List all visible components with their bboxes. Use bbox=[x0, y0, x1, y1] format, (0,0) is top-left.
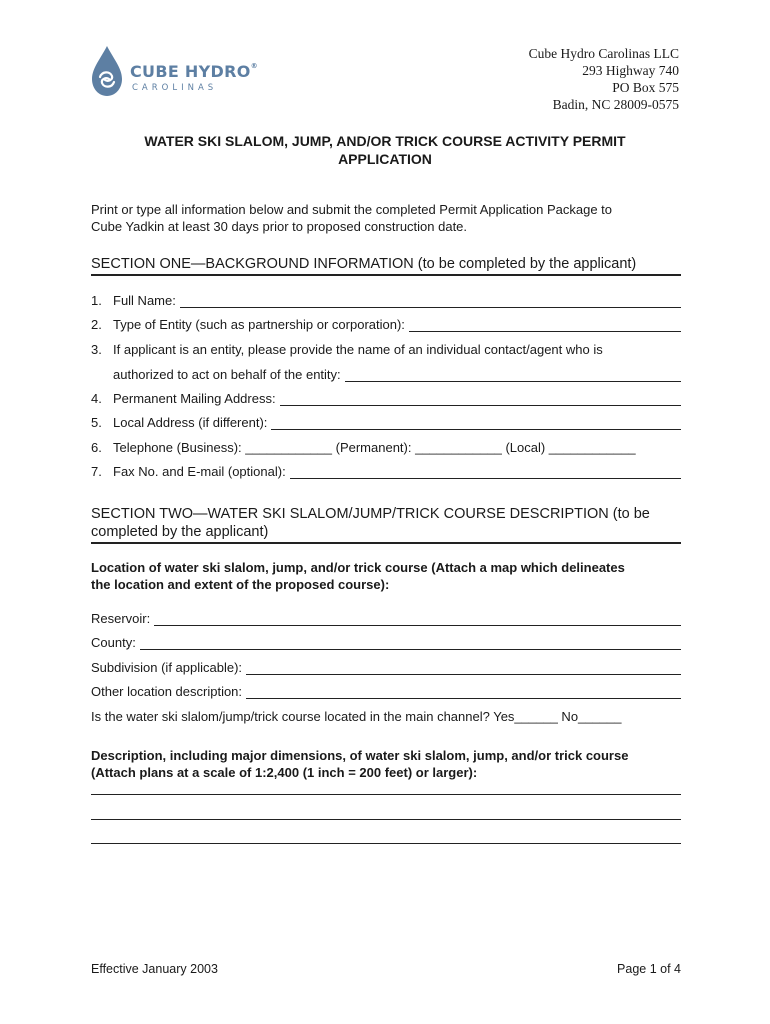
field-label: Full Name: bbox=[113, 293, 176, 308]
full-name-field[interactable] bbox=[91, 290, 681, 308]
instruction-line: (Attach plans at a scale of 1:2,400 (1 inch = 200 feet) or larger): bbox=[91, 765, 478, 780]
instruction-line: Location of water ski slalom, jump, and/or trick course (Attach a map which delineates bbox=[91, 560, 625, 575]
field-label: Reservoir: bbox=[91, 611, 151, 626]
intro-paragraph bbox=[91, 201, 691, 235]
item-number: 5. bbox=[91, 415, 102, 430]
instruction-line: the location and extent of the proposed course): bbox=[91, 577, 390, 592]
section-two-heading bbox=[91, 505, 681, 544]
mailing-address-field[interactable] bbox=[91, 388, 681, 406]
fax-email-field[interactable] bbox=[91, 461, 681, 479]
mailing-address-input-line[interactable] bbox=[280, 393, 681, 406]
item-number: 4. bbox=[91, 391, 102, 406]
document-title bbox=[90, 132, 680, 168]
entity-contact-input-line[interactable] bbox=[345, 369, 681, 382]
entity-type-field[interactable] bbox=[91, 314, 681, 332]
entity-contact-prompt bbox=[91, 339, 681, 357]
title-line: WATER SKI SLALOM, JUMP, AND/OR TRICK COURSE ACTIVITY PERMIT bbox=[144, 133, 626, 149]
full-name-input-line[interactable] bbox=[180, 295, 681, 308]
instruction-line: Description, including major dimensions, of water ski slalom, jump, and/or trick course bbox=[91, 748, 629, 763]
subdivision-input-line[interactable] bbox=[246, 662, 681, 675]
county-input-line[interactable] bbox=[140, 637, 681, 650]
fax-email-input-line[interactable] bbox=[290, 466, 681, 479]
field-label: Permanent Mailing Address: bbox=[113, 391, 276, 406]
logo-subtitle: CAROLINAS bbox=[132, 83, 218, 93]
logo-name: CUBE HYDRO® bbox=[130, 62, 258, 81]
page-number: Page 1 of 4 bbox=[617, 962, 681, 976]
local-address-field[interactable] bbox=[91, 412, 681, 430]
field-label: Fax No. and E-mail (optional): bbox=[113, 464, 286, 479]
item-number: 7. bbox=[91, 464, 102, 479]
entity-type-input-line[interactable] bbox=[409, 319, 681, 332]
description-input-line[interactable] bbox=[91, 794, 681, 795]
item-number: 2. bbox=[91, 317, 102, 332]
field-label: County: bbox=[91, 635, 136, 650]
reservoir-input-line[interactable] bbox=[154, 613, 681, 626]
company-address bbox=[529, 45, 679, 113]
other-location-field[interactable] bbox=[91, 681, 681, 699]
field-label: Subdivision (if applicable): bbox=[91, 660, 243, 675]
item-number: 3. bbox=[91, 342, 102, 357]
field-label: Other location description: bbox=[91, 684, 243, 699]
field-label: Local Address (if different): bbox=[113, 415, 268, 430]
local-address-input-line[interactable] bbox=[271, 417, 681, 430]
effective-date: Effective January 2003 bbox=[91, 962, 218, 976]
item-number: 1. bbox=[91, 293, 102, 308]
field-label[interactable]: Telephone (Business): ____________ (Permanent): ____________ (Local) ____________ bbox=[113, 440, 636, 455]
field-label[interactable]: Is the water ski slalom/jump/trick course located in the main channel? Yes______ No______ bbox=[91, 709, 622, 724]
intro-line: Print or type all information below and submit the completed Permit Application Package to bbox=[91, 202, 612, 217]
entity-contact-field[interactable] bbox=[91, 364, 681, 382]
location-instructions bbox=[91, 559, 691, 593]
section-one-heading: SECTION ONE—BACKGROUND INFORMATION (to be completed by the applicant) bbox=[91, 255, 681, 276]
address-line: Badin, NC 28009-0575 bbox=[552, 97, 679, 112]
title-line: APPLICATION bbox=[338, 151, 432, 167]
description-input-line[interactable] bbox=[91, 819, 681, 820]
field-label: Type of Entity (such as partnership or corporation): bbox=[113, 317, 405, 332]
description-instructions bbox=[91, 747, 691, 781]
other-location-input-line[interactable] bbox=[246, 686, 681, 699]
description-input-line[interactable] bbox=[91, 843, 681, 844]
heading-line: completed by the applicant) bbox=[91, 524, 269, 540]
water-drop-icon bbox=[90, 44, 124, 98]
reservoir-field[interactable] bbox=[91, 608, 681, 626]
county-field[interactable] bbox=[91, 632, 681, 650]
intro-line: Cube Yadkin at least 30 days prior to proposed construction date. bbox=[91, 219, 468, 234]
main-channel-question[interactable] bbox=[91, 706, 681, 724]
field-label: If applicant is an entity, please provide the name of an individual contact/agent who is bbox=[113, 342, 603, 357]
telephone-field[interactable] bbox=[91, 437, 681, 455]
subdivision-field[interactable] bbox=[91, 657, 681, 675]
address-line: Cube Hydro Carolinas LLC bbox=[528, 46, 679, 61]
company-logo bbox=[90, 44, 270, 100]
address-line: PO Box 575 bbox=[612, 80, 679, 95]
heading-line: SECTION TWO—WATER SKI SLALOM/JUMP/TRICK COURSE DESCRIPTION (to be bbox=[91, 506, 650, 522]
field-label: authorized to act on behalf of the entity: bbox=[113, 367, 341, 382]
item-number: 6. bbox=[91, 440, 102, 455]
address-line: 293 Highway 740 bbox=[582, 63, 679, 78]
